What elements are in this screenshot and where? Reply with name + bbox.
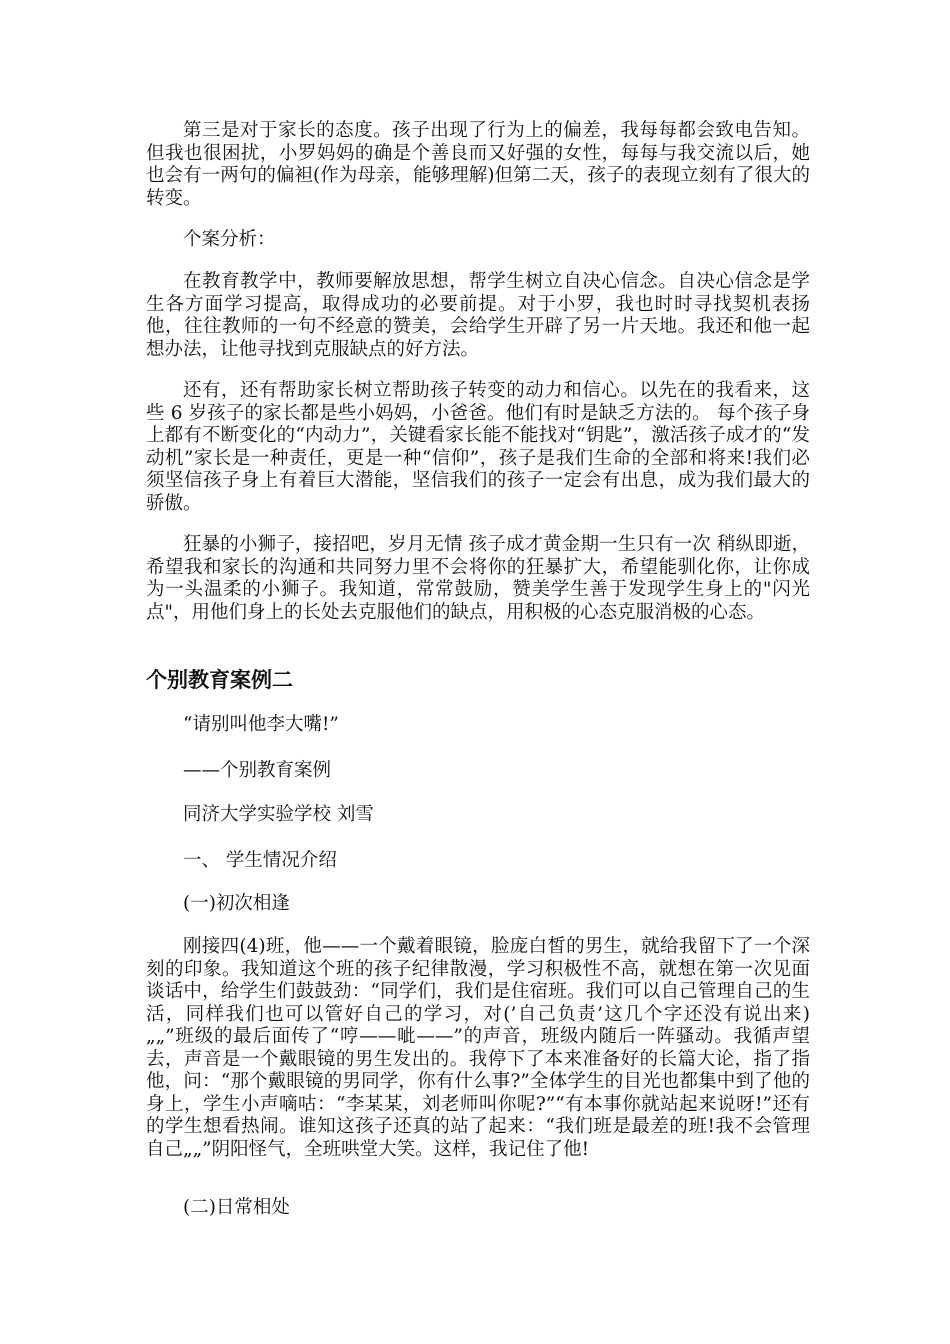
subsection-first-meeting: (一)初次相逢 <box>183 893 290 914</box>
paragraph-teaching: 在教育教学中，教师要解放思想，帮学生树立自决心信念。自决心信念是学生各方面学习提高，取得成功的必要前提。对于小罗，我也时时寻找契机表扬他，往往教师的一句不经意的赞美，会给学生开辟了另一片天地。我还和他一起想办法，让他寻找到克服缺点的好方法。 <box>146 271 810 360</box>
subsection-daily: (二)日常相处 <box>183 1197 290 1218</box>
author-line: 同济大学实验学校 刘雪 <box>183 804 374 825</box>
case-subtitle: ——个别教育案例 <box>183 760 332 781</box>
paragraph-parent-attitude: 第三是对于家长的态度。孩子出现了行为上的偏差，我每每都会致电告知。但我也很困扰，小罗妈妈的确是个善良而又好强的女性，每每与我交流以后，她也会有一两句的偏袒(作为母亲，能够理解)但第二天，孩子的表现立刻有了很大的转变。 <box>146 120 810 209</box>
section-student-intro: 一、 学生情况介绍 <box>183 850 337 871</box>
paragraph-case-analysis-label: 个案分析： <box>183 229 276 250</box>
case-title: “请别叫他李大嘴!” <box>183 714 339 735</box>
paragraph-first-meeting: 刚接四(4)班，他——一个戴着眼镜，脸庞白皙的男生，就给我留下了一个深刻的印象。我知道这个班的孩子纪律散漫，学习积极性不高，就想在第一次见面谈话中，给学生们鼓鼓劲：“同学们，我们是住宿班。我们可以自己管理自己的生活，同样我们也可以管好自己的学习，对(’自己负责’这几个字还没有说出来)„„”班级的最后面传了“哼——呲——”的声音，班级内随后一阵骚动。我循声望去，声音是一个戴眼镜的男生发出的。我停下了本来准备好的长篇大论，指了指他，问：“那个戴眼镜的男同学，你有什么事?”全体学生的目光也都集中到了他的身上，学生小声嘀咕：“李某某，刘老师叫你呢?”“有本事你就站起来说呀!”还有的学生想看热闹。谁知这孩子还真的站了起来：“我们班是最差的班!我不会管理自己„„”阴阳怪气，全班哄堂大笑。这样，我记住了他! <box>146 936 810 1160</box>
paragraph-little-lion: 狂暴的小狮子，接招吧，岁月无情 孩子成才黄金期一生只有一次 稍纵即逝，希望我和家长的沟通和共同努力里不会将你的狂暴扩大，希望能驯化你，让你成为一头温柔的小狮子。我知道，常常鼓励，赞美学生善于发现学生身上的"闪光点"，用他们身上的长处去克服他们的缺点，用积极的心态克服消极的心态。 <box>146 534 810 623</box>
section-heading: 个别教育案例二 <box>146 668 293 692</box>
paragraph-parents-confidence: 还有，还有帮助家长树立帮助孩子转变的动力和信心。以先在的我看来，这些 6 岁孩子的家长都是些小妈妈，小爸爸。他们有时是缺乏方法的。 每个孩子身上都有不断变化的“内动力”，关键看家长能不能找对“钥匙”，激活孩子成才的“发动机”家长是一种责任，更是一种“信仰”，孩子是我们生命的全部和将来!我们必须坚信孩子身上有着巨大潜能，坚信我们的孩子一定会有出息，成为我们最大的骄傲。 <box>146 380 810 514</box>
